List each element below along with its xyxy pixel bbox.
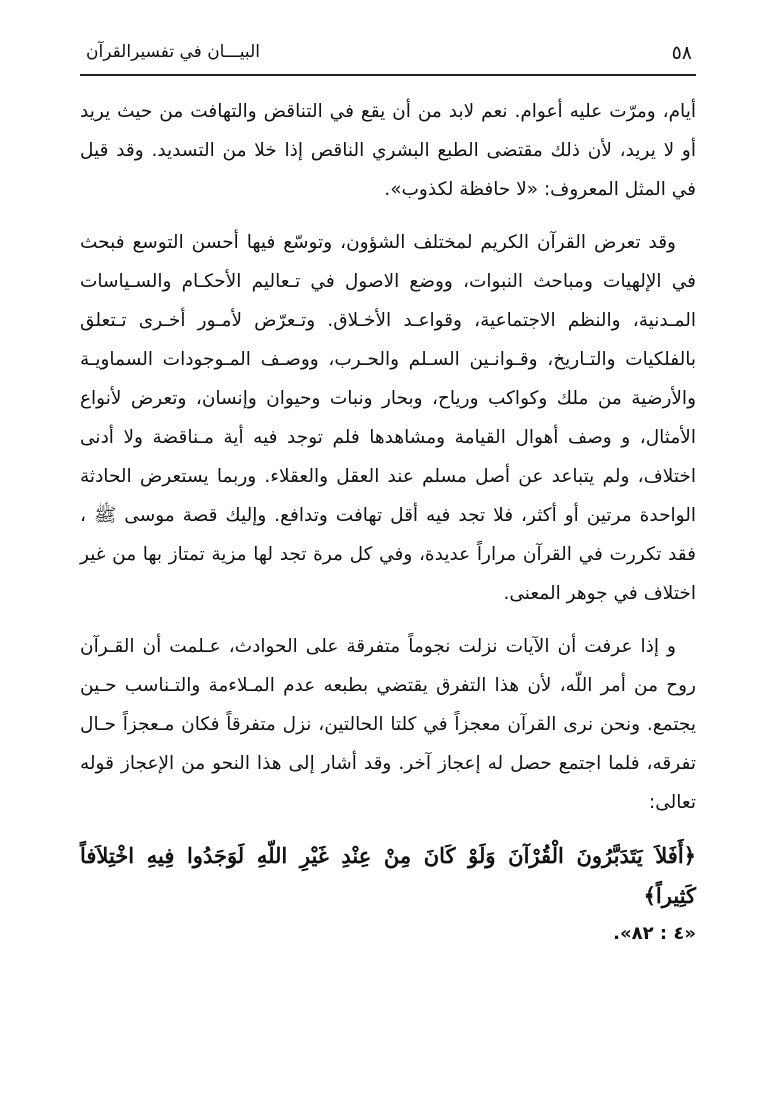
page-number: ٥٨ (671, 42, 692, 64)
paragraph-1: أيام، ومرّت عليه أعوام. نعم لابد من أن يقع في التناقض والتهافت من حيث يريد أو لا يريد، لأن ذلك مقتضى الطبع البشري الناقص إذا خلا من التسديد. وقد قيل في المثل المعروف: «لا حافظة لكذوب». (80, 101, 696, 200)
body-text (80, 92, 696, 952)
paragraph-3: و إذا عرفت أن الآيات نزلت نجوماً متفرقة على الحوادث، عـلمت أن القـرآن روح من أمر اللّه، لأن هذا التفرق يقتضي بطبعه عدم المـلاءمة والتـناسب حـين يجتمع. ونحن نرى القرآن معجزاً في كلتا الحالتين، نزل متفرقاً فكان مـعجزاً حـال تفرقه، فلما اجتمع حصل له إعجاز آخر. وقد أشار إلى هذا النحو من الإعجاز قوله تعالى: (80, 636, 696, 813)
quran-verse: ﴿أَفَلاَ يَتَدَبَّرُونَ الْقُرْآنَ وَلَوْ كَانَ مِنْ عِنْدِ غَيْرِ اللّهِ لَوَجَدُوا فِيهِ اخْتِلاَفاً كَثِيراً﴾ (80, 843, 696, 908)
verse-reference: «٤ : ٨٢». (613, 923, 696, 944)
page-header (80, 38, 696, 76)
paragraph-2: وقد تعرض القرآن الكريم لمختلف الشؤون، وتوسّع فيها أحسن التوسع فبحث في الإلهيات ومباحث النبوات، ووضع الاصول في تـعاليم الأحكـام والسـياسات المـدنية، والنظم الاجتماعية، وقواعـد الأخـلاق. وتـعرّض لأمـور أخـرى تـتعلق بالفلكيات والتـاريخ، وقـوانـين السـلم والحـرب، ووصـف المـوجودات السماويـة والأرضية من ملك وكواكب ورياح، وبحار ونبات وحيوان وإنسان، وتعرض لأنواع الأمثال، و وصف أهوال القيامة ومشاهدها فلم توجد فيه أية مـناقضة ولا أدنى اختلاف، ولم يتباعد عن أصل مسلم عند العقل والعقلاء. وربما يستعرض الحادثة الواحدة مرتين أو أكثر، فلا تجد فيه أقل تهافت وتدافع. وإليك قصة موسى ﷺ ، فقد تكررت في القرآن مراراً عديدة، وفي كل مرة تجد لها مزية تمتاز بها من غير اختلاف في جوهر المعنى. (80, 232, 696, 604)
running-title: البيـــان في تفسيرالقرآن (86, 42, 260, 62)
